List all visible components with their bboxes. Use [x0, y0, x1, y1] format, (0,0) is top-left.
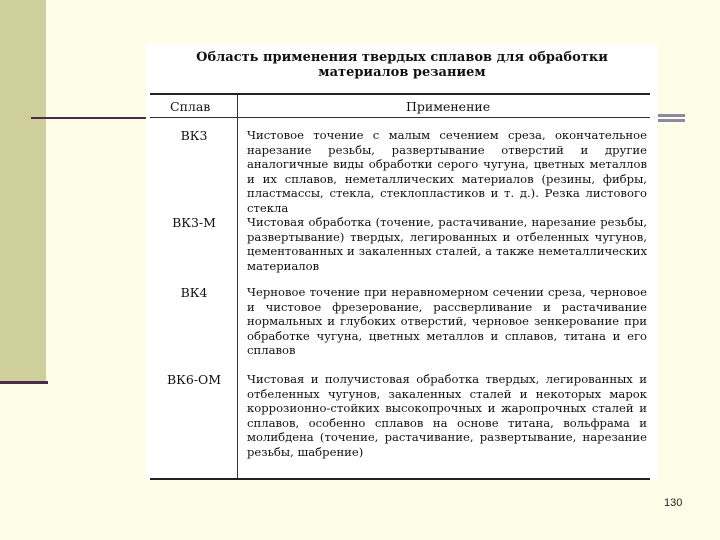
page-number: 130	[664, 497, 683, 509]
application-cell: Чистовая и получистовая обработка твердых, легированных и отбеленных чугунов, закаленных сталей и некоторых марок коррозионно-стойких высокопрочных и жаропрочных сталей и сплавов, особенно сплавов на основе титана, вольфрама и молибдена (точение, растачивание, развертывание, нарезание резьбы, шабрение)	[247, 372, 647, 459]
header-alloy: Сплав	[170, 99, 211, 114]
alloy-cell: ВК4	[180, 285, 208, 300]
alloy-cell: ВК6-ОМ	[166, 372, 222, 387]
header-divider	[150, 117, 650, 118]
application-cell: Чистовая обработка (точение, растачивание, нарезание резьбы, развертывание) твердых, легированных и отбеленных чугунов, цементованных и закаленных сталей, а также неметаллических материалов	[247, 215, 647, 273]
alloy-application-table	[150, 93, 650, 480]
application-cell: Черновое точение при неравномерном сечении среза, черновое и чистовое фрезерование, рассверливание и растачивание нормальных и глубоких отверстий, черновое зенкерование при обработке чугуна, цветных металлов и сплавов, титана и его сплавов	[247, 285, 647, 357]
scanned-document	[146, 43, 658, 480]
title-line-2: материалов резанием	[318, 65, 486, 80]
application-cell: Чистовое точение с малым сечением среза, окончательное нарезание резьбы, развертывание отверстий и другие аналогичные виды обработки серого чугуна, цветных металлов и их сплавов, неметаллических материалов (резины, фибры, пластмассы, стекла, стеклопластиков и т. д.). Резка листового стекла	[247, 128, 647, 215]
title-line-1: Область применения твердых сплавов для обработки	[196, 50, 608, 65]
decorative-rule-right	[656, 114, 685, 122]
decorative-side-bar	[0, 0, 46, 383]
alloy-cell: ВК3-М	[172, 215, 216, 230]
decorative-rule-left	[31, 117, 146, 119]
alloy-cell: ВК3	[180, 128, 208, 143]
document-title	[146, 50, 658, 80]
header-application: Применение	[406, 99, 491, 114]
side-bar-edge-line	[0, 381, 48, 384]
